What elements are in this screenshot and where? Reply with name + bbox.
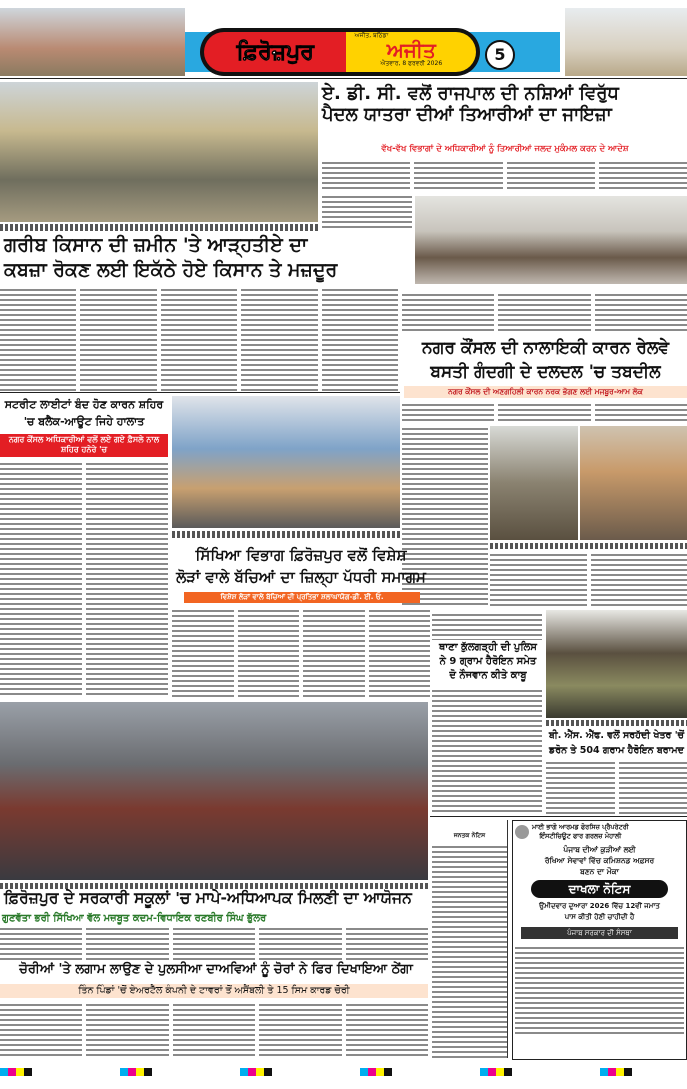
police-body xyxy=(432,688,542,814)
ptm-body xyxy=(0,926,428,960)
photo-caption xyxy=(490,543,687,549)
adc-subhead: ਵੱਖ-ਵੱਖ ਵਿਭਾਗਾਂ ਦੇ ਅਧਿਕਾਰੀਆਂ ਨੂੰ ਤਿਆਰੀਆਂ ਜਲਦ ਮੁਕੰਮਲ ਕਰਨ ਦੇ ਆਦੇਸ਼ xyxy=(381,144,629,154)
farmers-body xyxy=(0,287,398,391)
council-subhead: ਨਗਰ ਕੌਂਸਲ ਦੀ ਅਣਗਹਿਲੀ ਕਾਰਨ ਨਰਕ ਭੋਗਣ ਲਈ ਮਜਬੂਰ-ਆਮ ਲੋਕ xyxy=(404,386,687,398)
adc-meeting-photo xyxy=(415,196,687,284)
theft-body xyxy=(0,1002,428,1056)
masthead-title-red: ਫ਼ਿਰੋਜ਼ਪੁਰ xyxy=(204,32,346,72)
page-number: 5 xyxy=(485,40,515,70)
police-headline: ਥਾਣਾ ਕੁੱਲਗੜ੍ਹੀ ਦੀ ਪੁਲਿਸ ਨੇ 9 ਗ੍ਰਾਮ ਹੈਰੋਇਨ ਸਮੇਤ ਦੋ ਨੌਜਵਾਨ ਕੀਤੇ ਕਾਬੂ xyxy=(439,642,537,681)
bsf-seizure-photo xyxy=(546,610,687,718)
council-headline: ਨਗਰ ਕੌਂਸਲ ਦੀ ਨਾਲਾਇਕੀ ਕਾਰਨ ਰੇਲਵੇ ਬਸਤੀ ਗੰਦਗੀ ਦੇ ਦਲਦਲ 'ਚ ਤਬਦੀਲ xyxy=(422,338,669,382)
divider xyxy=(0,78,687,79)
admission-notice-ad: ਮਾਈ ਭਾਗੋ ਆਰਮਡ ਫੋਰਸਿਜ਼ ਪ੍ਰੈਪਰੇਟਰੀ ਇੰਸਟੀਚਿਊਟ ਫਾਰ ਗਰਲਜ਼ ਮੋਹਾਲੀ ਪੰਜਾਬ ਦੀਆਂ ਕੁੜੀਆਂ ਲਈ ਰੱਖਿਆ ਸੇਵਾਵਾਂ ਵਿੱਚ ਕਮਿਸ਼ਨਡ ਅਫ਼ਸਰ ਬਣਨ ਦਾ ਮੌਕਾ ਦਾਖਲਾ ਨੋਟਿਸ ਉਮੀਦਵਾਰ ਦੁਆਰਾ 2026 ਵਿੱਚ 12ਵੀਂ ਜਮਾਤ ਪਾਸ ਕੀਤੀ ਹੋਣੀ ਚਾਹੀਦੀ ਹੈ ਪੰਜਾਬ ਸਰਕਾਰ ਦੀ ਸੰਸਥਾ xyxy=(512,820,687,1060)
print-registration-bar xyxy=(0,1068,687,1076)
ptm-headline: ਫ਼ਿਰੋਜ਼ਪੁਰ ਦੇ ਸਰਕਾਰੀ ਸਕੂਲਾਂ 'ਚ ਮਾਪੇ-ਅਧਿਆਪਕ ਮਿਲਣੀ ਦਾ ਆਯੋਜਨ xyxy=(4,889,412,907)
public-notices: ਜਨਤਕ ਨੋਟਿਸ xyxy=(432,820,508,1058)
adc-body xyxy=(322,160,687,192)
streetlights-story xyxy=(0,396,168,698)
farmers-headline: ਗਰੀਬ ਕਿਸਾਨ ਦੀ ਜ਼ਮੀਨ 'ਤੇ ਆੜ੍ਹਤੀਏ ਦਾ ਕਬਜ਼ਾ ਰੋਕਣ ਲਈ ਇਕੱਠੇ ਹੋਏ ਕਿਸਾਨ ਤੇ ਮਜ਼ਦੂਰ xyxy=(4,234,338,281)
council-body xyxy=(402,402,687,424)
masthead-title-yellow: ਅਜੀਤ, ਬਠਿੰਡਾ ਅਜੀਤ ਐਤਵਾਰ, 8 ਫਰਵਰੀ 2026 xyxy=(346,32,476,72)
resident-photo xyxy=(580,426,687,540)
bsf-body xyxy=(546,760,687,814)
education-headline: ਸਿੱਖਿਆ ਵਿਭਾਗ ਫ਼ਿਰੋਜ਼ਪੁਰ ਵਲੋਂ ਵਿਸ਼ੇਸ਼ ਲੋੜਾਂ ਵਾਲੇ ਬੱਚਿਆਂ ਦਾ ਜ਼ਿਲ੍ਹਾ ਪੱਧਰੀ ਸਮਾਗਮ xyxy=(176,546,426,586)
streetlights-subhead: ਨਗਰ ਕੌਂਸਲ ਅਧਿਕਾਰੀਆਂ ਵਲੋਂ ਲਏ ਗਏ ਫ਼ੈਸਲੇ ਨਾਲ ਸ਼ਹਿਰ ਹਨੇਰੇ 'ਚ xyxy=(0,434,168,457)
education-body xyxy=(172,608,430,698)
ad-ribbon: ਪੰਜਾਬ ਸਰਕਾਰ ਦੀ ਸੰਸਥਾ xyxy=(521,927,678,939)
institute-emblem-icon xyxy=(515,825,529,839)
education-event-photo xyxy=(172,396,400,528)
adc-body-bottom xyxy=(402,292,687,332)
header-photo-right xyxy=(565,8,687,76)
streetlights-headline: ਸਟਰੀਟ ਲਾਈਟਾਂ ਬੰਦ ਹੋਣ ਕਾਰਨ ਸ਼ਹਿਰ 'ਚ ਬਲੈਕ-ਆਊਟ ਜਿਹੇ ਹਾਲਾਤ xyxy=(4,398,164,428)
divider xyxy=(430,816,687,817)
farmers-protest-photo xyxy=(0,82,318,222)
divider xyxy=(0,392,400,393)
farmers-story xyxy=(0,233,398,391)
photo-caption xyxy=(546,720,687,726)
header-photo-left xyxy=(0,8,185,76)
theft-headline: ਚੋਰੀਆਂ 'ਤੇ ਲਗਾਮ ਲਾਉਣ ਦੇ ਪੁਲਸੀਆ ਦਾਅਵਿਆਂ ਨੂੰ ਚੋਰਾਂ ਨੇ ਫਿਰ ਦਿਖਾਇਆ ਠੇਂਗਾ xyxy=(19,962,413,977)
photo-caption xyxy=(0,224,318,231)
admission-banner: ਦਾਖਲਾ ਨੋਟਿਸ xyxy=(531,880,668,898)
ptm-group-photo xyxy=(0,702,428,880)
theft-subhead: ਤਿੰਨ ਪਿੰਡਾਂ 'ਚੋਂ ਏਅਰਟੈੱਲ ਕੰਪਨੀ ਦੇ ਟਾਵਰਾਂ ਤੋਂ ਅਸੈਂਬਲੀ ਤੇ 15 ਸਿਮ ਕਾਰਡ ਚੋਰੀ xyxy=(0,984,428,998)
streetlights-body xyxy=(0,461,168,698)
garbage-photo xyxy=(490,426,578,540)
bsf-headline: ਬੀ. ਐੱਸ. ਐੱਫ. ਵਲੋਂ ਸਰਹੱਦੀ ਖੇਤਰ 'ਚੋਂ ਡਰੋਨ ਤੇ 504 ਗਰਾਮ ਹੈਰੋਇਨ ਬਰਾਮਦ xyxy=(548,730,685,756)
ptm-subhead: ਗੁਣਵੱਤਾ ਭਰੀ ਸਿੱਖਿਆ ਵੱਲ ਮਜ਼ਬੂਤ ਕਦਮ-ਵਿਧਾਇਕ ਰਣਬੀਰ ਸਿੰਘ ਭੁੱਲਰ xyxy=(2,913,267,924)
adc-headline: ਏ. ਡੀ. ਸੀ. ਵਲੋਂ ਰਾਜਪਾਲ ਦੀ ਨਸ਼ਿਆਂ ਵਿਰੁੱਧ ਪੈਦਲ ਯਾਤਰਾ ਦੀਆਂ ਤਿਆਰੀਆਂ ਦਾ ਜਾਇਜ਼ਾ xyxy=(322,83,619,125)
police-body-top xyxy=(432,612,542,640)
education-subhead: ਵਿਸ਼ੇਸ਼ ਲੋੜਾਂ ਵਾਲੇ ਬੱਚਿਆਂ ਦੀ ਪ੍ਰਤਿਭਾ ਸ਼ਲਾਘਾਯੋਗ-ਡੀ. ਈ. ਓ. xyxy=(184,592,420,603)
masthead xyxy=(200,28,480,76)
adc-body-col xyxy=(322,194,412,230)
council-body-bottom xyxy=(490,552,687,608)
photo-caption xyxy=(172,531,400,538)
